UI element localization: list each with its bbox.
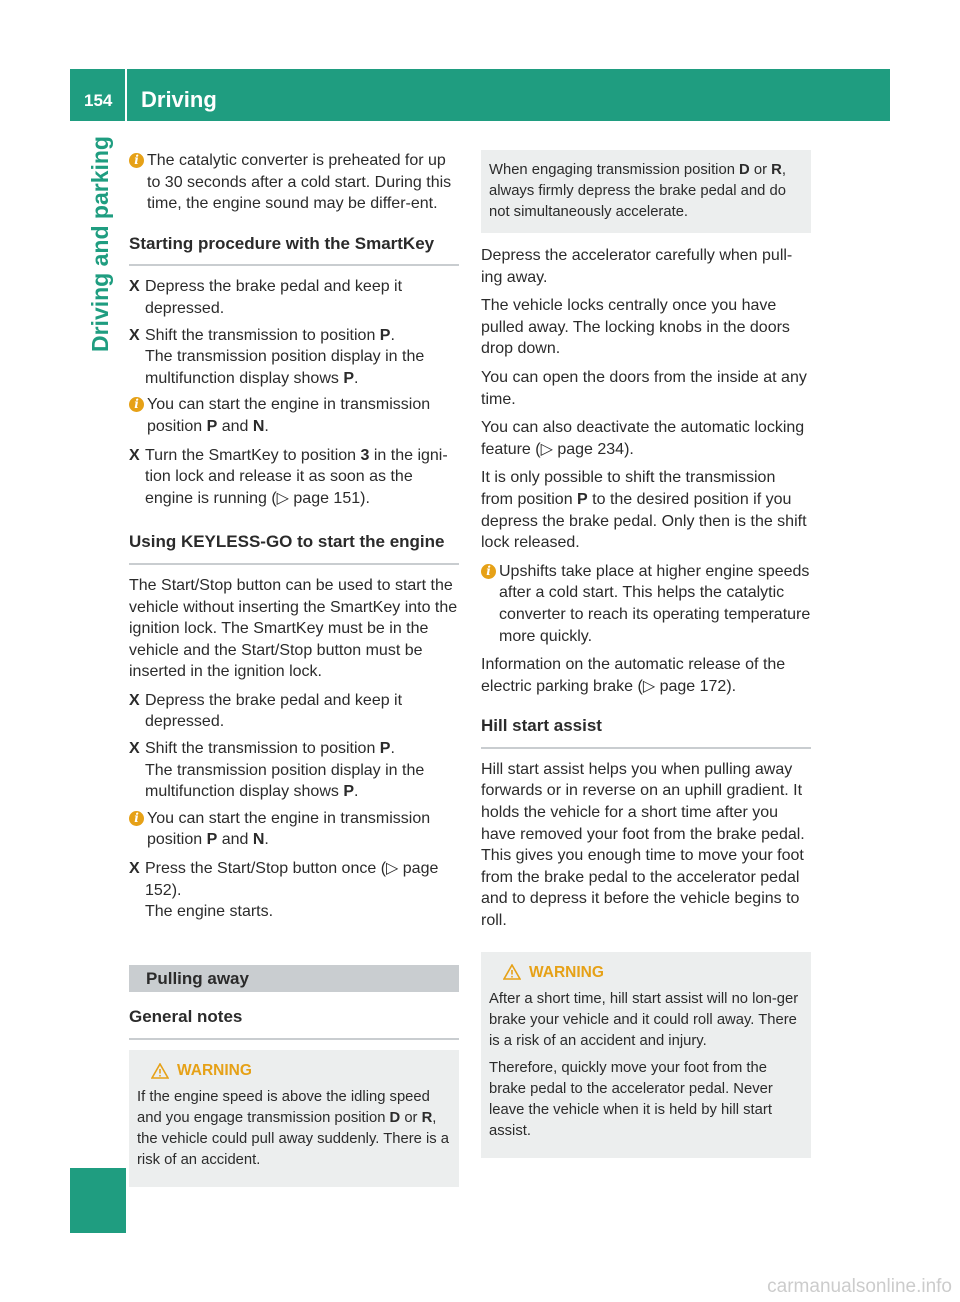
page-reference-link[interactable]: page 151 [293, 489, 361, 507]
paragraph-part: to the desired position if you depress the brake pedal. Only then is the shift lock released. [481, 490, 807, 552]
position-label: D [389, 1110, 401, 1126]
step-text-part: Shift the transmission to position [145, 326, 380, 344]
punct: . [353, 783, 359, 801]
warning-text-part: or [400, 1110, 422, 1126]
info-icon: i [129, 153, 144, 168]
step-item [129, 445, 459, 510]
page-reference-link[interactable]: page 152 [145, 860, 439, 899]
step-item [129, 276, 459, 319]
info-text: and [217, 417, 253, 435]
paragraph: Depress the accelerator carefully when pull-ing away. [481, 247, 793, 286]
position-label: P [343, 369, 354, 387]
info-text: Upshifts take place at higher engine speeds after a cold start. This helps the catalytic converter to reach its operating temperature more quickly. [499, 562, 811, 645]
warning-triangle-icon [151, 1063, 169, 1079]
position-label: P [379, 740, 391, 758]
warning-text-part: If the engine speed is above the idling speed and you engage transmission position [137, 1089, 430, 1126]
warning-text [137, 1087, 451, 1171]
step-text-part: The transmission position display in the multifunction display shows [145, 761, 425, 801]
step-text [145, 860, 438, 920]
page-ref-arrow-icon: ▷ [276, 489, 294, 507]
step-arrow-icon: X [129, 740, 140, 758]
step-text-part: The engine starts. [145, 903, 274, 921]
punct: . [264, 831, 269, 849]
side-tab-block [70, 1168, 126, 1233]
page-title: Driving [141, 87, 217, 112]
paragraph-part: It is only possible to shift the transmission from position [481, 469, 776, 508]
position-label: R [771, 162, 782, 178]
step-item [129, 690, 459, 733]
step-text [145, 327, 424, 387]
heading-hill-start-assist: Hill start assist [481, 715, 811, 749]
position-label: N [252, 417, 265, 435]
position-label: P [577, 490, 588, 508]
info-text: The catalytic converter is preheated for up to 30 seconds after a cold start. During this time, the engine sound may be differ-ent. [147, 152, 452, 213]
step-text-part: in the igni-tion lock and release it as soon as the engine is running ( [145, 446, 448, 507]
warning-label: WARNING [529, 963, 604, 981]
step-arrow-icon: X [129, 278, 140, 296]
page-header [70, 69, 890, 121]
note-text: or [749, 162, 772, 178]
paragraph: The vehicle locks centrally once you have pulled away. The locking knobs in the doors drop down. [481, 297, 790, 358]
warning-header [503, 962, 803, 983]
heading-smartkey: Starting procedure with the SmartKey [129, 233, 459, 267]
info-text: You can start the engine in transmission position [147, 396, 431, 435]
note-box [481, 150, 811, 233]
warning-box [481, 952, 811, 1158]
info-text: You can start the engine in transmission position [147, 809, 431, 849]
step-arrow-icon: X [129, 446, 140, 464]
step-text: Depress the brake pedal and keep it depressed. [145, 691, 403, 731]
position-label: R [421, 1110, 433, 1126]
step-text-part: Turn the SmartKey to position [145, 446, 361, 464]
info-note [129, 808, 459, 851]
section-side-label: Driving and parking [87, 136, 113, 352]
info-text: and [217, 831, 253, 849]
info-note [129, 394, 459, 437]
info-icon: i [129, 397, 144, 412]
heading-general-notes: General notes [129, 1006, 459, 1040]
step-text-part: The transmission position display in the multifunction display shows [145, 348, 425, 387]
info-icon: i [129, 811, 144, 826]
step-text-part: Shift the transmission to position [145, 740, 380, 758]
paragraph: The Start/Stop button can be used to start the vehicle without inserting the SmartKey into the ignition lock. The SmartKey must be in the vehicle and the Start/Stop button must be inserted in the ignition lock. [129, 576, 458, 681]
warning-text: After a short time, hill start assist will no lon-ger brake your vehicle and it could roll away. There is a risk of an accident and injury. [489, 990, 799, 1049]
punct: ). [171, 881, 182, 899]
page-reference-link[interactable]: page 172 [659, 677, 727, 695]
step-item [129, 858, 459, 923]
watermark: carmanualsonline.info [767, 1276, 952, 1297]
warning-box [129, 1050, 459, 1187]
right-column [481, 150, 811, 1170]
punct: ). [360, 489, 370, 507]
step-text [145, 740, 424, 800]
warning-triangle-icon [503, 964, 521, 980]
step-text-part: Press the Start/Stop button once ( [145, 860, 387, 878]
punct: ). [624, 440, 634, 458]
paragraph [481, 417, 811, 460]
info-note [129, 150, 459, 215]
step-text: Depress the brake pedal and keep it depressed. [145, 278, 403, 317]
paragraph: Hill start assist helps you when pulling away forwards or in reverse on an uphill gradient. It holds the vehicle for a short time after you have removed your foot from the brake pedal. This gives you enough time to move your foot from the brake pedal to the accelerator pedal and to depress it before the vehicle begins to roll. [481, 760, 805, 930]
header-divider [125, 69, 127, 121]
paragraph [481, 654, 811, 697]
position-label: D [739, 162, 750, 178]
step-text [145, 447, 448, 507]
step-arrow-icon: X [129, 691, 140, 709]
warning-header [151, 1060, 451, 1081]
page-ref-arrow-icon: ▷ [540, 440, 558, 458]
warning-label: WARNING [177, 1062, 252, 1079]
step-arrow-icon: X [129, 860, 140, 878]
punct: . [353, 369, 359, 387]
left-column [129, 150, 459, 1199]
position-label: P [206, 831, 218, 849]
step-item [129, 325, 459, 390]
position-label: 3 [360, 446, 370, 464]
punct: . [390, 740, 395, 758]
note-text: When engaging transmission position [489, 162, 740, 178]
page-reference-link[interactable]: page 234 [557, 440, 625, 458]
punct: . [264, 417, 269, 435]
page-ref-arrow-icon: ▷ [386, 860, 403, 878]
punct: ). [726, 677, 737, 695]
warning-text-part: , the vehicle could pull away suddenly. There is a risk of an accident. [137, 1110, 450, 1168]
paragraph [481, 467, 811, 553]
page-ref-arrow-icon: ▷ [642, 677, 660, 695]
info-note [481, 561, 811, 647]
info-icon: i [481, 564, 496, 579]
paragraph-part: Information on the automatic release of the electric parking brake ( [481, 656, 786, 695]
paragraph-part: You can also deactivate the automatic locking feature ( [481, 419, 805, 458]
position-label: P [379, 326, 391, 344]
note-text: , always firmly depress the brake pedal and do not simultaneously accelerate. [489, 162, 786, 220]
heading-keyless-go: Using KEYLESS-GO to start the engine [129, 531, 459, 565]
step-item [129, 738, 459, 803]
position-label: P [343, 783, 354, 801]
punct: . [390, 326, 395, 344]
warning-text: Therefore, quickly move your foot from the brake pedal to the accelerator pedal. Never leave the vehicle when it is held by hill start assist. [489, 1059, 773, 1139]
section-heading-pulling-away: Pulling away [129, 965, 459, 993]
page-number: 154 [84, 91, 113, 110]
step-arrow-icon: X [129, 326, 140, 344]
paragraph: You can open the doors from the inside at any time. [481, 368, 807, 408]
position-label: P [206, 417, 218, 435]
position-label: N [252, 831, 265, 849]
